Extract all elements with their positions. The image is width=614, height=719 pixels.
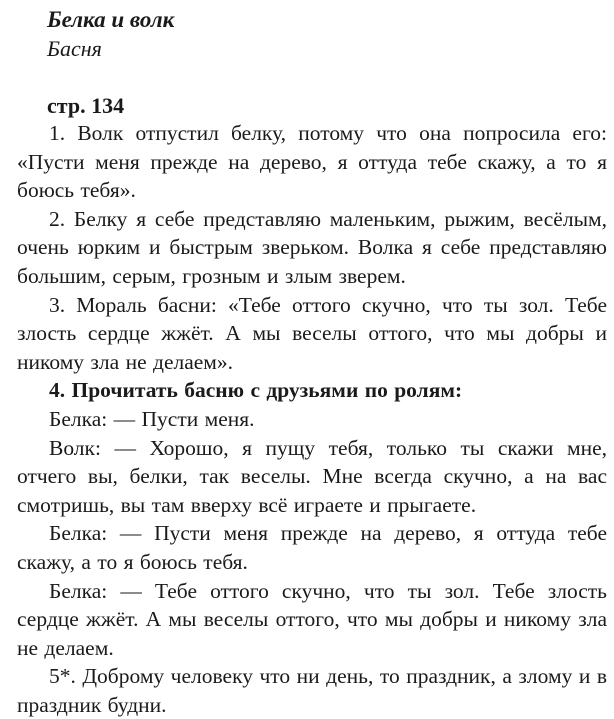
- answer-4-heading: 4. Прочитать басню с друзьями по ролям:: [49, 378, 463, 403]
- answer-1: 1. Волк отпустил белку, потому что она попросила его: «Пусти меня прежде на дерево, я оттуда тебе скажу, а то я боюсь тебя».: [17, 121, 607, 203]
- fable-subtitle: Басня: [47, 36, 102, 61]
- answer-2: 2. Белку я себе представляю маленьким, рыжим, весёлым, очень юрким и быстрым зверьком. Волка я себе представляю большим, серым, грозным и злым зверем.: [17, 206, 607, 288]
- page-reference: стр. 134: [47, 93, 125, 118]
- dialogue-line: Белка: — Тебе оттого скучно, что ты зол. Тебе злость сердце жжёт. А мы веселы оттого, что мы добры и никому зла не делаем.: [17, 578, 607, 660]
- dialogue-line: Волк: — Хорошо, я пущу тебя, только ты скажи мне, отчего вы, белки, так веселы. Мне всегда скучно, а на вас смотришь, вы там вверху всё играете и прыгаете.: [17, 435, 607, 517]
- dialogue-line: Белка: — Пусти меня прежде на дерево, я оттуда тебе скажу, а то я боюсь тебя.: [17, 521, 607, 574]
- answer-5: 5*. Доброму человеку что ни день, то праздник, а злому и в праздник будни.: [17, 664, 607, 717]
- dialogue-line: Белка: — Пусти меня.: [49, 406, 255, 431]
- answer-3: 3. Мораль басни: «Тебе оттого скучно, что ты зол. Тебе злость сердце жжёт. А мы веселы оттого, что мы добры и никому зла не делаем».: [17, 292, 607, 374]
- document-page: [17, 6, 607, 719]
- fable-title: Белка и волк: [47, 7, 175, 32]
